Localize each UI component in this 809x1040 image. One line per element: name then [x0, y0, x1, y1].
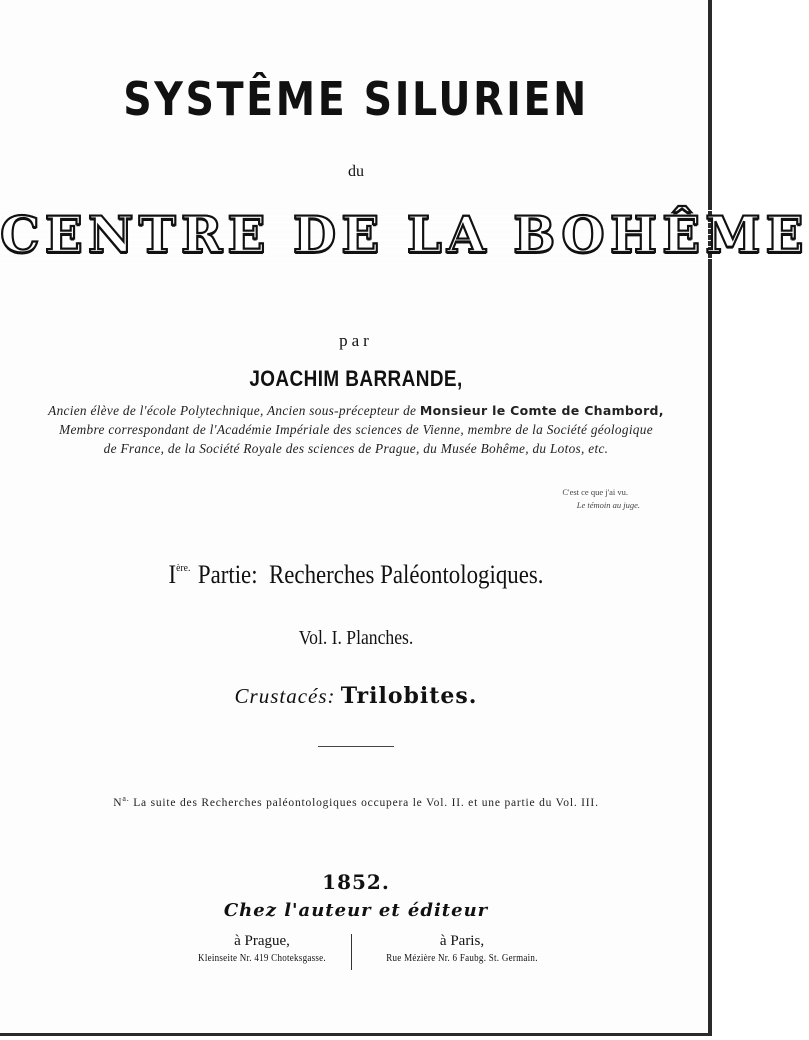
byline-par: par [339, 331, 373, 350]
volume-heading: Vol. I. Planches. [298, 627, 414, 649]
credentials-italic: Ancien élève de l'école Polytechnique, Ancien sous-précepteur de [48, 403, 417, 418]
imprint-paris-city: à Paris, [439, 933, 485, 949]
credentials-line-1 [0, 403, 712, 419]
imprint-paris [352, 933, 572, 964]
note-prefix: N [113, 796, 123, 809]
note-prefix-sup: a. [122, 794, 130, 803]
credentials-line-3: de France, de la Société Royale des sciences de Prague, du Musée Bohême, du Lotos, etc. [103, 441, 609, 456]
title-connector: du [348, 163, 364, 180]
part-text: Partie: Recherches Paléontologiques. [197, 560, 544, 589]
part-number: I [168, 560, 177, 589]
imprint-prague-city: à Prague, [234, 933, 290, 949]
part-superscript: ère. [176, 562, 191, 574]
imprint-prague [152, 933, 372, 964]
main-title: SYSTÊME SILURIEN [123, 72, 589, 126]
divider-rule [318, 746, 394, 747]
sub-title: CENTRE DE LA BOHÊME [0, 205, 809, 264]
volume-note [0, 794, 712, 809]
credentials-line-2: Membre correspondant de l'Académie Impériale des sciences de Vienne, membre de la Société géologique [59, 422, 653, 437]
motto-line-1: C'est ce que j'ai vu. [562, 487, 628, 497]
subject-bold: Trilobites. [340, 683, 478, 709]
motto-line-2: Le témoin au juge. [576, 500, 640, 510]
note-text: La suite des Recherches paléontologiques occupera le Vol. II. et une partie du Vol. III. [133, 796, 599, 809]
imprint-prague-address: Kleinseite Nr. 419 Choteksgasse. [198, 953, 326, 964]
author-name: JOACHIM BARRANDE, [249, 366, 463, 391]
subject-italic: Crustacés: [234, 684, 336, 708]
publication-year: 1852. [322, 870, 390, 894]
imprint-paris-address: Rue Mézière Nr. 6 Faubg. St. Germain. [386, 953, 538, 964]
publisher: Chez l'auteur et éditeur [223, 900, 489, 921]
subject-heading [0, 683, 712, 709]
credentials-patron: Monsieur le Comte de Chambord, [419, 403, 664, 418]
part-heading [43, 560, 670, 590]
